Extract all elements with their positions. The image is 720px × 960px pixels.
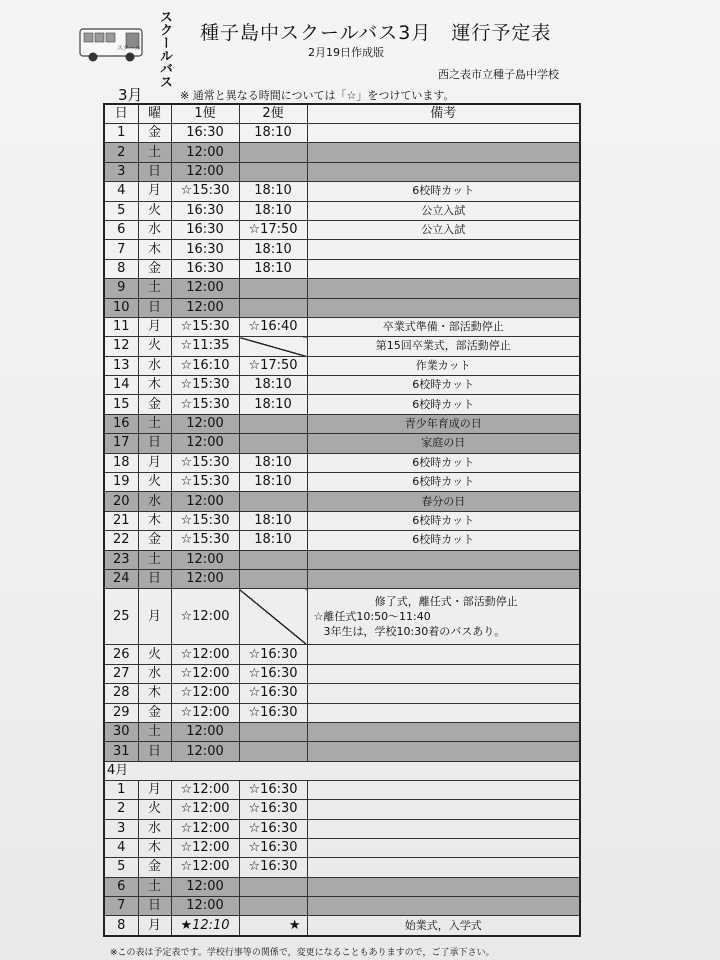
cell-day: 14 [104, 376, 138, 395]
table-row [104, 800, 580, 819]
cell-remarks [307, 259, 580, 278]
cell-remarks [307, 124, 580, 143]
cell-day: 4 [104, 182, 138, 201]
cell-day: 9 [104, 279, 138, 298]
version-note: 2月19日作成版 [308, 46, 384, 59]
cell-weekday: 土 [138, 550, 171, 569]
cell-weekday: 木 [138, 684, 171, 703]
cell-bus2 [239, 162, 307, 181]
cell-day: 28 [104, 684, 138, 703]
table-row [104, 703, 580, 722]
table-row [104, 645, 580, 664]
cell-day: 31 [104, 742, 138, 761]
cell-day: 12 [104, 337, 138, 356]
cell-weekday: 火 [138, 800, 171, 819]
cell-day: 5 [104, 201, 138, 220]
cell-day: 15 [104, 395, 138, 414]
cell-bus1: ☆12:00 [171, 664, 239, 683]
cell-day: 1 [104, 780, 138, 799]
cell-bus2: 18:10 [239, 531, 307, 550]
cell-weekday: 土 [138, 877, 171, 896]
cell-bus2 [239, 742, 307, 761]
cell-remarks: 6校時カット [307, 376, 580, 395]
cell-bus1: 16:30 [171, 259, 239, 278]
month-row-april [104, 761, 580, 780]
page-header [0, 0, 720, 104]
cell-day: 16 [104, 414, 138, 433]
cell-bus1: 12:00 [171, 742, 239, 761]
cell-bus1: ☆12:00 [171, 800, 239, 819]
cell-bus1: ☆12:00 [171, 684, 239, 703]
cell-bus1: 12:00 [171, 550, 239, 569]
cell-weekday: 土 [138, 143, 171, 162]
cell-bus2: ☆17:50 [239, 220, 307, 239]
cell-bus2: ☆16:30 [239, 819, 307, 838]
month-label-april: 4月 [104, 761, 580, 780]
star-legend-note: ※ 通常と異なる時間については「☆」をつけています。 [180, 89, 455, 102]
cell-bus2: ☆16:30 [239, 838, 307, 857]
cell-weekday: 土 [138, 279, 171, 298]
cell-day: 4 [104, 838, 138, 857]
cell-remarks [307, 143, 580, 162]
cell-remarks [307, 897, 580, 916]
cell-remarks: 青少年育成の日 [307, 414, 580, 433]
cell-bus1: 12:00 [171, 414, 239, 433]
cell-day: 29 [104, 703, 138, 722]
cell-remarks [307, 877, 580, 896]
table-row [104, 569, 580, 588]
cell-weekday: 水 [138, 356, 171, 375]
table-row [104, 780, 580, 799]
cell-bus2: 18:10 [239, 201, 307, 220]
table-row [104, 550, 580, 569]
cell-bus2: 18:10 [239, 259, 307, 278]
cell-bus1: ☆15:30 [171, 473, 239, 492]
cell-day: 26 [104, 645, 138, 664]
cell-bus2 [239, 337, 307, 356]
table-row [104, 279, 580, 298]
cell-bus2 [239, 279, 307, 298]
cell-remarks: 第15回卒業式，部活動停止 [307, 337, 580, 356]
table-row [104, 473, 580, 492]
cell-bus2: ☆16:30 [239, 858, 307, 877]
cell-bus1: 12:00 [171, 434, 239, 453]
cell-bus2: 18:10 [239, 453, 307, 472]
cell-bus1: 12:00 [171, 722, 239, 741]
table-row [104, 414, 580, 433]
cell-weekday: 日 [138, 298, 171, 317]
cell-weekday: 日 [138, 569, 171, 588]
cell-remarks [307, 858, 580, 877]
remark-line: ☆離任式10:50～11:40 [313, 610, 431, 624]
cell-day: 2 [104, 143, 138, 162]
cell-weekday: 火 [138, 201, 171, 220]
table-row [104, 897, 580, 916]
header-bus1: 1便 [171, 104, 239, 124]
cell-bus1: ☆15:30 [171, 182, 239, 201]
header-weekday: 曜 [138, 104, 171, 124]
cell-bus2 [239, 414, 307, 433]
table-row [104, 434, 580, 453]
cell-bus1: ☆12:00 [171, 838, 239, 857]
cell-bus1: ★12:10 [171, 916, 239, 936]
cell-day: 25 [104, 589, 138, 645]
table-row-april-8 [104, 916, 580, 936]
cell-remarks: 始業式，入学式 [307, 916, 580, 936]
table-row [104, 220, 580, 239]
cell-weekday: 土 [138, 722, 171, 741]
cell-bus2: ☆16:30 [239, 684, 307, 703]
table-row [104, 877, 580, 896]
cell-remarks [307, 742, 580, 761]
cell-day: 3 [104, 819, 138, 838]
header-bus2: 2便 [239, 104, 307, 124]
cell-weekday: 金 [138, 531, 171, 550]
cell-remarks [307, 684, 580, 703]
table-row [104, 337, 580, 356]
cell-weekday: 木 [138, 240, 171, 259]
cell-day: 8 [104, 259, 138, 278]
cell-bus2 [239, 550, 307, 569]
cell-bus1: ☆15:30 [171, 317, 239, 336]
cell-bus2: ☆16:30 [239, 645, 307, 664]
table-row [104, 664, 580, 683]
cell-remarks [307, 800, 580, 819]
table-row [104, 531, 580, 550]
cell-bus2 [239, 492, 307, 511]
cell-weekday: 日 [138, 742, 171, 761]
cell-bus2: 18:10 [239, 473, 307, 492]
table-row [104, 240, 580, 259]
cell-weekday: 金 [138, 124, 171, 143]
cell-bus1: ☆15:30 [171, 376, 239, 395]
table-row-march-25 [104, 589, 580, 645]
cell-day: 23 [104, 550, 138, 569]
cell-bus1: ☆12:00 [171, 645, 239, 664]
cell-weekday: 月 [138, 780, 171, 799]
cell-day: 5 [104, 858, 138, 877]
cell-bus1: 16:30 [171, 124, 239, 143]
cell-weekday: 月 [138, 453, 171, 472]
cell-remarks [307, 589, 580, 645]
cell-bus1: 12:00 [171, 569, 239, 588]
cell-weekday: 日 [138, 162, 171, 181]
school-bus-vertical-label: スクールバス [157, 10, 172, 88]
cell-day: 24 [104, 569, 138, 588]
cell-day: 10 [104, 298, 138, 317]
cell-bus1: ☆15:30 [171, 511, 239, 530]
page-title: 種子島中スクールバス3月 運行予定表 [200, 22, 552, 44]
cell-day: 3 [104, 162, 138, 181]
cell-day: 27 [104, 664, 138, 683]
cell-bus2-none [239, 589, 307, 645]
school-name: 西之表市立種子島中学校 [438, 68, 559, 81]
cell-remarks [307, 819, 580, 838]
cell-bus2: ☆16:30 [239, 800, 307, 819]
cell-day: 18 [104, 453, 138, 472]
cell-bus1: ☆12:00 [171, 703, 239, 722]
cell-remarks: 6校時カット [307, 395, 580, 414]
cell-day: 19 [104, 473, 138, 492]
cell-remarks [307, 298, 580, 317]
cell-weekday: 木 [138, 838, 171, 857]
table-row [104, 143, 580, 162]
cell-bus2: ☆16:30 [239, 703, 307, 722]
cell-remarks: 6校時カット [307, 182, 580, 201]
cell-remarks [307, 664, 580, 683]
cell-day: 17 [104, 434, 138, 453]
table-row [104, 722, 580, 741]
cell-weekday: 月 [138, 916, 171, 936]
cell-day: 30 [104, 722, 138, 741]
cell-day: 8 [104, 916, 138, 936]
cell-remarks: 家庭の日 [307, 434, 580, 453]
cell-bus2: ★ [239, 916, 307, 936]
cell-day: 6 [104, 220, 138, 239]
cell-bus1: ☆15:30 [171, 395, 239, 414]
cell-remarks: 6校時カット [307, 511, 580, 530]
cell-remarks [307, 240, 580, 259]
cell-remarks: 6校時カット [307, 453, 580, 472]
cell-day: 2 [104, 800, 138, 819]
table-row [104, 124, 580, 143]
cell-remarks [307, 838, 580, 857]
cell-day: 6 [104, 877, 138, 896]
table-header-row [104, 104, 580, 124]
table-row [104, 162, 580, 181]
cell-bus2: ☆16:40 [239, 317, 307, 336]
cell-bus1: 16:30 [171, 201, 239, 220]
bus-sign-text: スクール [117, 45, 141, 52]
cell-bus1: ☆12:00 [171, 819, 239, 838]
cell-bus1: 12:00 [171, 162, 239, 181]
cell-bus2 [239, 722, 307, 741]
cell-remarks: 卒業式準備・部活動停止 [307, 317, 580, 336]
cell-bus2 [239, 143, 307, 162]
cell-remarks: 6校時カット [307, 531, 580, 550]
cell-weekday: 月 [138, 182, 171, 201]
cell-remarks [307, 279, 580, 298]
cell-weekday: 火 [138, 473, 171, 492]
cell-bus1: ☆11:35 [171, 337, 239, 356]
cell-remarks [307, 569, 580, 588]
cell-weekday: 月 [138, 317, 171, 336]
cell-bus1: 12:00 [171, 897, 239, 916]
cell-bus1: ☆16:10 [171, 356, 239, 375]
cell-bus2: 18:10 [239, 395, 307, 414]
cell-bus2: ☆16:30 [239, 780, 307, 799]
cell-bus2: 18:10 [239, 240, 307, 259]
cell-day: 1 [104, 124, 138, 143]
table-row [104, 182, 580, 201]
cell-remarks [307, 550, 580, 569]
cell-weekday: 金 [138, 858, 171, 877]
cell-weekday: 火 [138, 645, 171, 664]
cell-bus1: 12:00 [171, 298, 239, 317]
table-row [104, 819, 580, 838]
cell-remarks: 公立入試 [307, 201, 580, 220]
table-row [104, 259, 580, 278]
cell-bus2 [239, 434, 307, 453]
table-row [104, 511, 580, 530]
remark-line: 修了式，離任式・部活動停止 [374, 595, 518, 609]
cell-weekday: 日 [138, 897, 171, 916]
cell-remarks [307, 722, 580, 741]
cell-weekday: 水 [138, 220, 171, 239]
cell-bus2: 18:10 [239, 182, 307, 201]
cell-bus1: ☆15:30 [171, 531, 239, 550]
cell-day: 21 [104, 511, 138, 530]
table-row [104, 376, 580, 395]
cell-weekday: 金 [138, 395, 171, 414]
cell-weekday: 木 [138, 511, 171, 530]
cell-bus2 [239, 877, 307, 896]
cell-bus1: ☆12:00 [171, 780, 239, 799]
month-label-march: 3月 [118, 86, 143, 104]
cell-day: 11 [104, 317, 138, 336]
remark-line: 3年生は，学校10:30着のバスあり。 [323, 625, 506, 639]
cell-weekday: 水 [138, 819, 171, 838]
cell-bus1: 12:00 [171, 279, 239, 298]
bus-schedule-table [103, 103, 581, 937]
cell-bus1: ☆12:00 [171, 589, 239, 645]
cell-day: 13 [104, 356, 138, 375]
cell-weekday: 火 [138, 337, 171, 356]
cell-remarks: 作業カット [307, 356, 580, 375]
table-row [104, 742, 580, 761]
cell-bus1: 12:00 [171, 492, 239, 511]
cell-weekday: 金 [138, 259, 171, 278]
cell-remarks [307, 645, 580, 664]
cell-bus2: ☆17:50 [239, 356, 307, 375]
cell-remarks: 春分の日 [307, 492, 580, 511]
cell-remarks: 6校時カット [307, 473, 580, 492]
school-bus-icon [78, 26, 146, 64]
footer-disclaimer: ※この表は予定表です。学校行事等の関係で，変更になることもありますので，ご了承下さい。 [110, 948, 495, 958]
table-row [104, 838, 580, 857]
cell-weekday: 水 [138, 492, 171, 511]
cell-bus2: 18:10 [239, 511, 307, 530]
table-row [104, 298, 580, 317]
cell-bus2 [239, 569, 307, 588]
cell-day: 22 [104, 531, 138, 550]
table-row [104, 492, 580, 511]
cell-remarks [307, 162, 580, 181]
cell-remarks [307, 703, 580, 722]
table-row [104, 684, 580, 703]
cell-bus2: ☆16:30 [239, 664, 307, 683]
cell-bus2 [239, 298, 307, 317]
table-row [104, 395, 580, 414]
cell-weekday: 木 [138, 376, 171, 395]
cell-weekday: 月 [138, 589, 171, 645]
cell-bus2 [239, 897, 307, 916]
table-row [104, 317, 580, 336]
cell-weekday: 金 [138, 703, 171, 722]
cell-bus1: ☆12:00 [171, 858, 239, 877]
header-day: 日 [104, 104, 138, 124]
cell-weekday: 土 [138, 414, 171, 433]
table-row [104, 201, 580, 220]
cell-day: 20 [104, 492, 138, 511]
cell-weekday: 日 [138, 434, 171, 453]
cell-remarks: 公立入試 [307, 220, 580, 239]
cell-remarks [307, 780, 580, 799]
cell-day: 7 [104, 897, 138, 916]
cell-bus1: ☆15:30 [171, 453, 239, 472]
header-remarks: 備考 [307, 104, 580, 124]
cell-bus1: 16:30 [171, 220, 239, 239]
cell-day: 7 [104, 240, 138, 259]
cell-bus1: 16:30 [171, 240, 239, 259]
table-row [104, 858, 580, 877]
table-row [104, 356, 580, 375]
cell-bus1: 12:00 [171, 143, 239, 162]
table-row [104, 453, 580, 472]
cell-bus2: 18:10 [239, 124, 307, 143]
cell-weekday: 水 [138, 664, 171, 683]
cell-bus2: 18:10 [239, 376, 307, 395]
cell-bus1: 12:00 [171, 877, 239, 896]
